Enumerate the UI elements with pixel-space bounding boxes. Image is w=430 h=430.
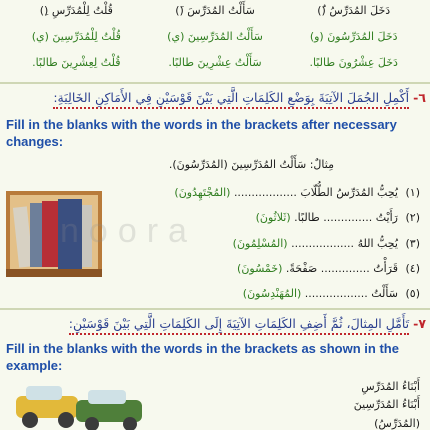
cars-illustration <box>10 378 150 430</box>
table-cell: قُلْتُ لِلْمُدَرِّسِ (ِ) <box>39 4 113 17</box>
table-cell: سَأَلْتُ المُدَرِّسِينَ (ي) <box>167 30 263 43</box>
example-line: أَبْنَاءُ المُدَرِّسِ <box>361 380 420 393</box>
table-cell: سَأَلْتُ المُدَرِّسَ (َ) <box>175 4 255 17</box>
section-6-title <box>4 90 426 105</box>
exercise-item: (١) يُحِبُّ المُدَرِّسُ الطُّلّابَ .................. (المُجْتَهِدُونَ) <box>174 186 420 199</box>
top-table-row-2 <box>8 30 422 50</box>
section-title: تَأَمَّلِ المِثالَ، ثُمَّ أَضِفِ الكَلِمَاتِ الآتِيَةَ إِلَى الكَلِمَاتِ الَّتِي بَيْنَ قَوْسَيْنِ: <box>69 316 409 335</box>
exercise-item: (٤) قَرَأْتُ .............. صَفْحَةً. (خَمْسُونَ) <box>237 262 420 275</box>
example-bracket: (المُدَرِّسُ) <box>374 417 420 430</box>
table-cell: دَخَلَ عِشْرُونَ طالبًا. <box>309 56 398 69</box>
watermark: noora <box>60 212 197 250</box>
english-instruction: Fill in the blanks with the words in the brackets as shown in the example: <box>6 341 399 373</box>
english-instruction: Fill in the blanks with the words in the brackets after necessary changes: <box>6 117 397 149</box>
exercise-item: (٢) رَأَيْتُ .............. طالبًا. (ثَلاثُونَ) <box>255 211 420 224</box>
section-divider <box>0 82 430 84</box>
exercise-item: (٥) سَأَلْتُ .................. (المُهَنْدِسُونَ) <box>242 287 420 300</box>
table-cell: قُلْتُ لِعِشْرِينَ طالبًا. <box>32 56 121 69</box>
table-cell: دَخَلَ المُدَرِّسُونَ (و) <box>309 30 398 43</box>
example-line: أَبْنَاءُ المُدَرِّسِينَ <box>353 398 420 411</box>
section-number: ٦- <box>413 90 426 105</box>
table-cell: قُلْتُ لِلْمُدَرِّسِينَ (ي) <box>31 30 121 43</box>
example-sentence: مِثالٌ: سَأَلْتُ المُدَرِّسِينَ (المُدَرِّسُونَ). <box>168 158 334 171</box>
section-number: ٧- <box>413 316 426 331</box>
top-table-row-1 <box>8 4 422 24</box>
section-7-title <box>4 316 426 331</box>
exercise-item: (٣) يُحِبُّ اللهُ .................. (المُسْلِمُونَ) <box>232 237 420 250</box>
top-table-row-3 <box>8 56 422 76</box>
table-cell: دَخَلَ المُدَرِّسُ (ُ) <box>317 4 391 17</box>
section-divider <box>0 308 430 310</box>
section-title: أَكْمِلِ الجُمَلَ الآتِيَةَ بِوَضْعِ الكَلِمَاتِ الَّتِي بَيْنَ قَوْسَيْنِ فِي الأَمَاكِنِ الخَالِيَةِ: <box>53 90 409 109</box>
table-cell: سَأَلْتُ عِشْرِينَ طالبًا. <box>168 56 262 69</box>
